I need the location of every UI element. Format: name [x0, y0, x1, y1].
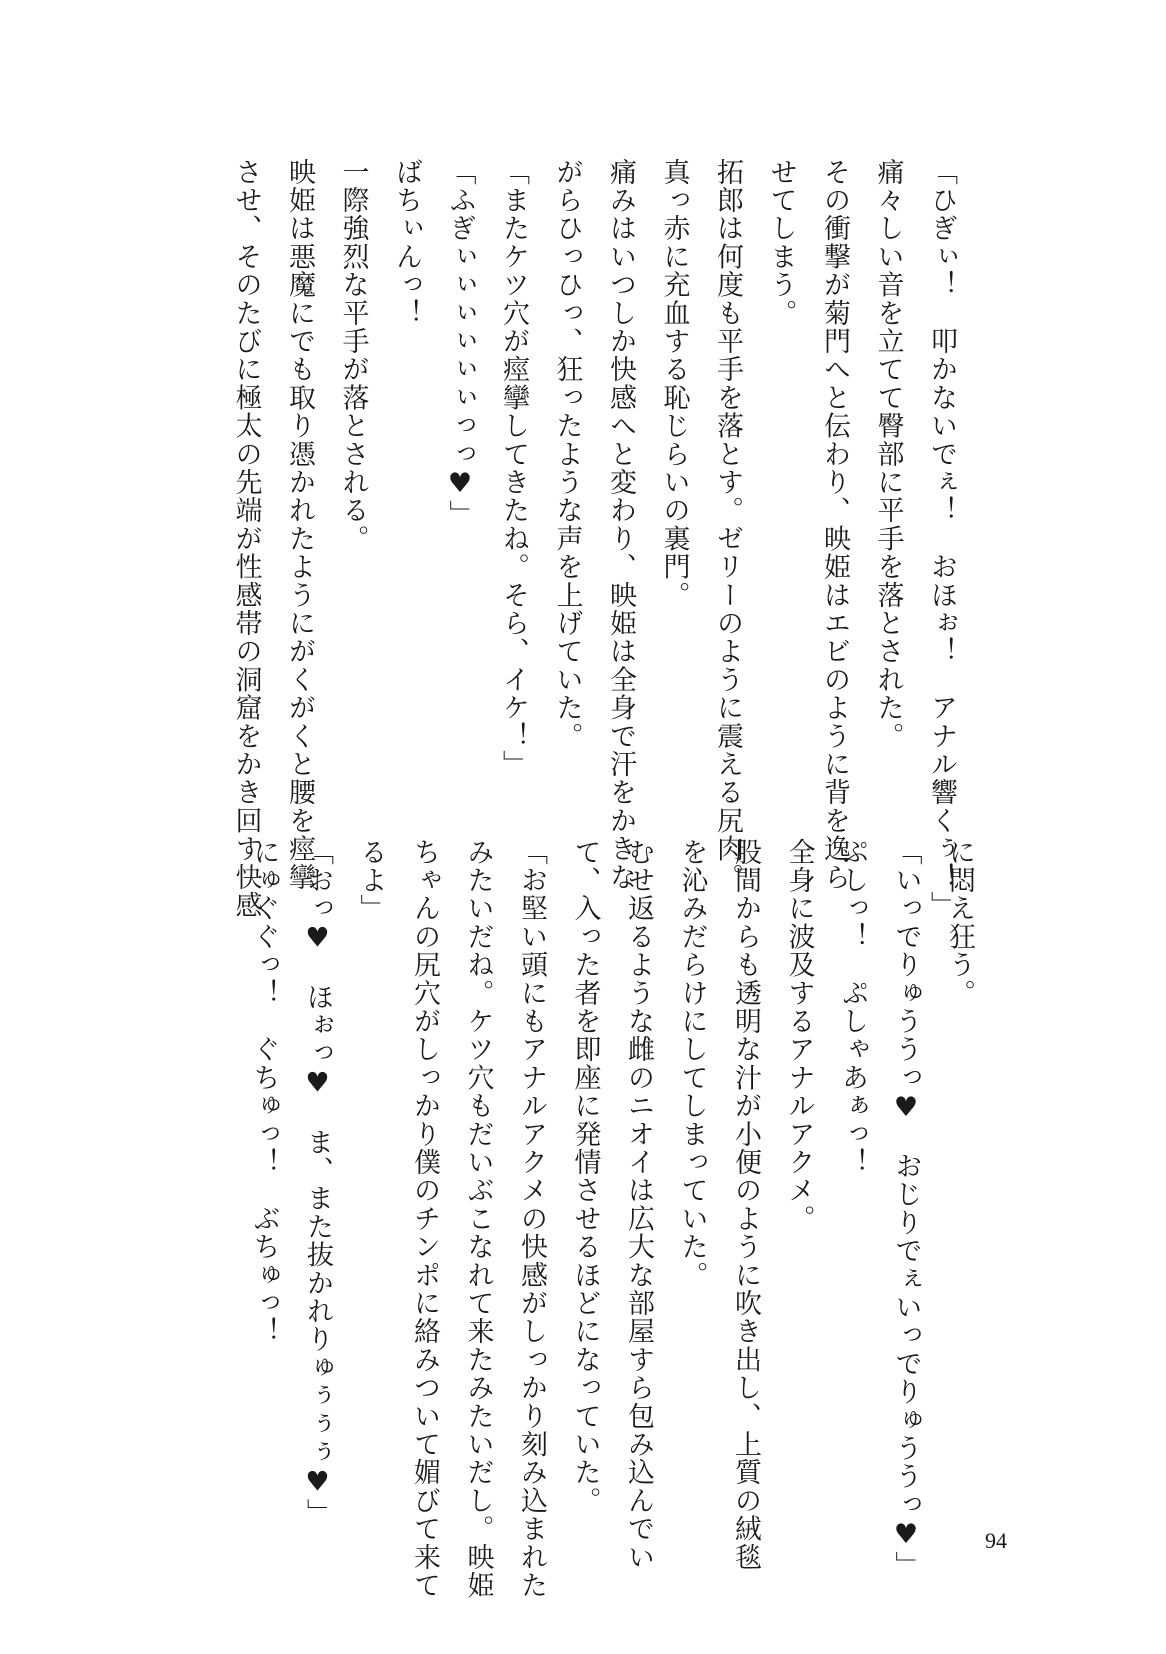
text-line: 「いっでりゅううっ♥ おじりでぇいっでりゅううっ♥」 — [890, 838, 922, 1580]
text-line: 股間からも透明な汁が小便のように吹き出し、上質の絨毯 — [730, 838, 761, 1572]
text-line: 一際強烈な平手が落とされる。 — [337, 158, 369, 553]
text-line: 全身に波及するアナルアクメ。 — [783, 838, 815, 1233]
text-line: 痛みはいつしか快感へと変わり、映姫は全身で汗をかきな — [605, 158, 636, 892]
text-line: を沁みだらけにしてしまっていた。 — [676, 838, 708, 1290]
text-line: ばちぃんっ！ — [391, 158, 422, 328]
text-line: ぷしっ！ ぷしゃあぁっ！ — [837, 838, 868, 1177]
text-line: 「おっ♥ ほぉっ♥ ま、また抜かれりゅぅぅぅ♥」 — [302, 838, 333, 1527]
text-line: にゅぐぐっ！ ぐちゅっ！ ぶちゅっ！ — [248, 838, 280, 1346]
text-line: むせ返るような雌のニオイは広大な部屋すら包み込んでい — [623, 838, 654, 1572]
text-line: みたいだね。ケツ穴もだいぶこなれて来たみたいだし。映姫 — [462, 838, 494, 1600]
text-line: 「お堅い頭にもアナルアクメの快感がしっかり刻み込まれた — [516, 838, 547, 1600]
text-line: 映姫は悪魔にでも取り憑かれたようにがくがくと腰を痙攣 — [284, 158, 315, 892]
text-line: せてしまう。 — [765, 158, 797, 328]
text-line: 真っ赤に充血する恥じらいの裏門。 — [658, 158, 690, 610]
text-line: させ、そのたびに極太の先端が性感帯の洞窟をかき回す快感 — [230, 158, 262, 920]
text-line: 痛々しい音を立てて臀部に平手を落とされた。 — [872, 158, 904, 751]
text-block-bottom — [237, 838, 986, 1600]
text-line: 「ひぎぃ！ 叩かないでぇ！ おほぉ！ アナル響くぅ！」 — [926, 158, 957, 920]
page-number: 94 — [985, 1528, 1007, 1553]
text-line: ちゃんの尻穴がしっかり僕のチンポに絡みついて媚びて来て — [409, 838, 440, 1600]
text-line: 「またケツ穴が痙攣してきたね。そら、イケ！」 — [498, 158, 529, 779]
text-line: るよ」 — [355, 838, 387, 923]
text-line: がらひっひっ、狂ったような声を上げていた。 — [551, 158, 583, 751]
text-line: て、入った者を即座に発情させるほどになっていた。 — [569, 838, 601, 1515]
text-line: その衝撃が菊門へと伝わり、映姫はエビのように背を逸ら — [819, 158, 850, 892]
text-line: 拓郎は何度も平手を落とす。ゼリーのように震える尻肉。 — [712, 158, 743, 892]
text-line: に悶え狂う。 — [944, 838, 975, 1008]
text-line: 「ふぎぃぃぃぃぃぃっっ♥」 — [444, 158, 476, 529]
